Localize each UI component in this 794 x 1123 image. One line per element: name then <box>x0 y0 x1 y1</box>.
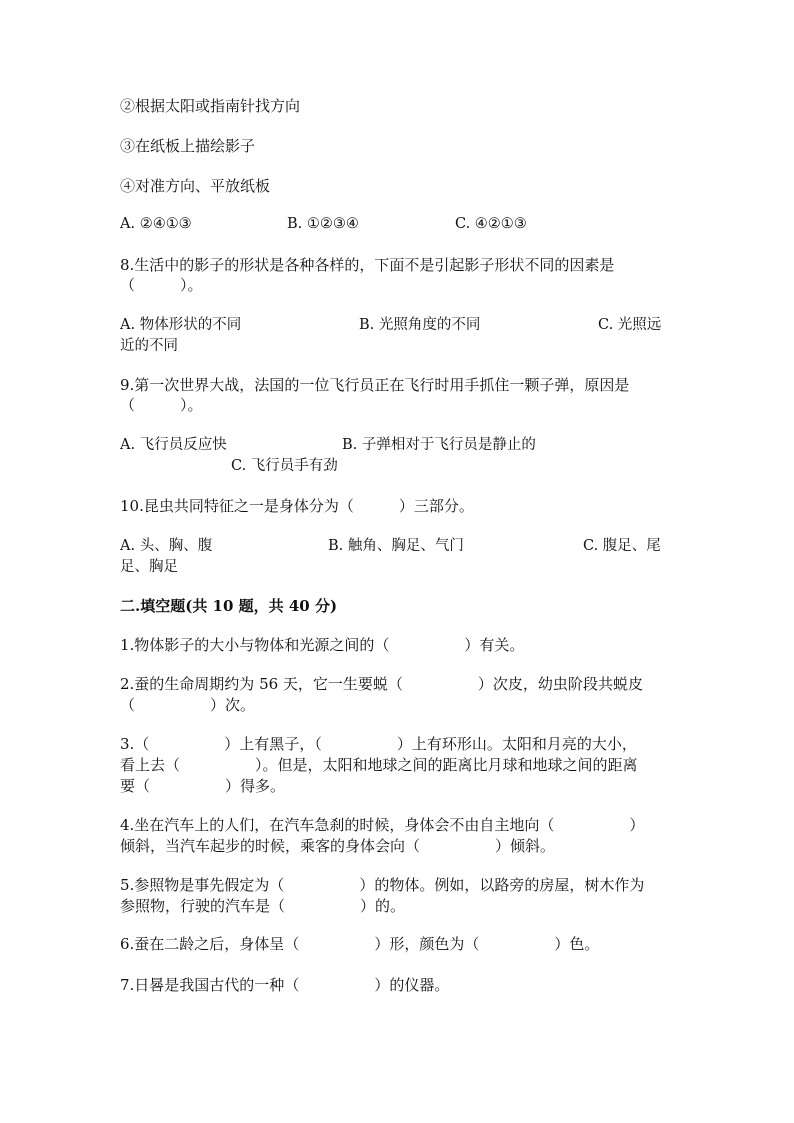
q8-stem-line1: 8.生活中的影子的形状是各种各样的，下面不是引起影子形状不同的因素是 <box>120 256 615 274</box>
q9-stem-line1: 9.第一次世界大战，法国的一位飞行员正在飞行时用手抓住一颗子弹，原因是 <box>120 376 630 394</box>
fill-q1: 1.物体影子的大小与物体和光源之间的（ ）有关。 <box>120 636 525 654</box>
step-3: ③在纸板上描绘影子 <box>120 137 256 155</box>
fill-q5-line2: 参照物，行驶的汽车是（ ）的。 <box>120 897 406 915</box>
fill-q2-line2: （ ）次。 <box>120 696 256 714</box>
q7-option-b: B. ①②③④ <box>287 216 359 232</box>
step-4: ④对准方向、平放纸板 <box>120 177 271 195</box>
q10-option-a: A. 头、胸、腹 <box>120 538 213 554</box>
fill-q3-line1: 3.（ ）上有黑子，（ ）上有环形山。太阳和月亮的大小， <box>120 735 637 753</box>
fill-q3-line3: 要（ ）得多。 <box>120 777 286 795</box>
q10-option-c-line1: C. 腹足、尾 <box>583 538 661 554</box>
q9-option-a: A. 飞行员反应快 <box>120 437 227 453</box>
fill-q4-line2: 倾斜，当汽车起步的时候，乘客的身体会向（ ）倾斜。 <box>120 837 556 855</box>
q9-stem-line2: （ ）。 <box>120 396 203 414</box>
q7-option-a: A. ②④①③ <box>120 216 192 232</box>
fill-q5-line1: 5.参照物是事先假定为（ ）的物体。例如，以路旁的房屋，树木作为 <box>120 876 645 894</box>
q10-option-b: B. 触角、胸足、气门 <box>328 538 464 554</box>
q9-option-b: B. 子弹相对于飞行员是静止的 <box>342 437 536 453</box>
fill-q4-line1: 4.坐在汽车上的人们，在汽车急刹的时候，身体会不由自主地向（ ） <box>120 816 645 834</box>
q8-option-c-line1: C. 光照远 <box>598 317 662 333</box>
q10-stem: 10.昆虫共同特征之一是身体分为（ ）三部分。 <box>120 497 474 515</box>
q8-option-a: A. 物体形状的不同 <box>120 317 242 333</box>
fill-q6: 6.蚕在二龄之后，身体呈（ ）形，颜色为（ ）色。 <box>120 935 600 953</box>
q7-option-c: C. ④②①③ <box>455 216 527 232</box>
q8-stem-line2: （ ）。 <box>120 276 203 294</box>
q8-option-c-line2: 近的不同 <box>120 338 178 354</box>
fill-q3-line2: 看上去（ ）。但是，太阳和地球之间的距离比月球和地球之间的距离 <box>120 756 638 774</box>
q10-option-c-line2: 足、胸足 <box>120 559 178 575</box>
fill-q7: 7.日晷是我国古代的一种（ ）的仪器。 <box>120 976 450 994</box>
q8-option-b: B. 光照角度的不同 <box>359 317 481 333</box>
q9-option-c: C. 飞行员手有劲 <box>231 458 338 474</box>
step-2: ②根据太阳或指南针找方向 <box>120 97 301 115</box>
fill-q2-line1: 2.蚕的生命周期约为 56 天，它一生要蜕（ ）次皮，幼虫阶段共蜕皮 <box>120 675 643 693</box>
section-heading-fill-in: 二.填空题(共 10 题，共 40 分) <box>120 597 338 615</box>
